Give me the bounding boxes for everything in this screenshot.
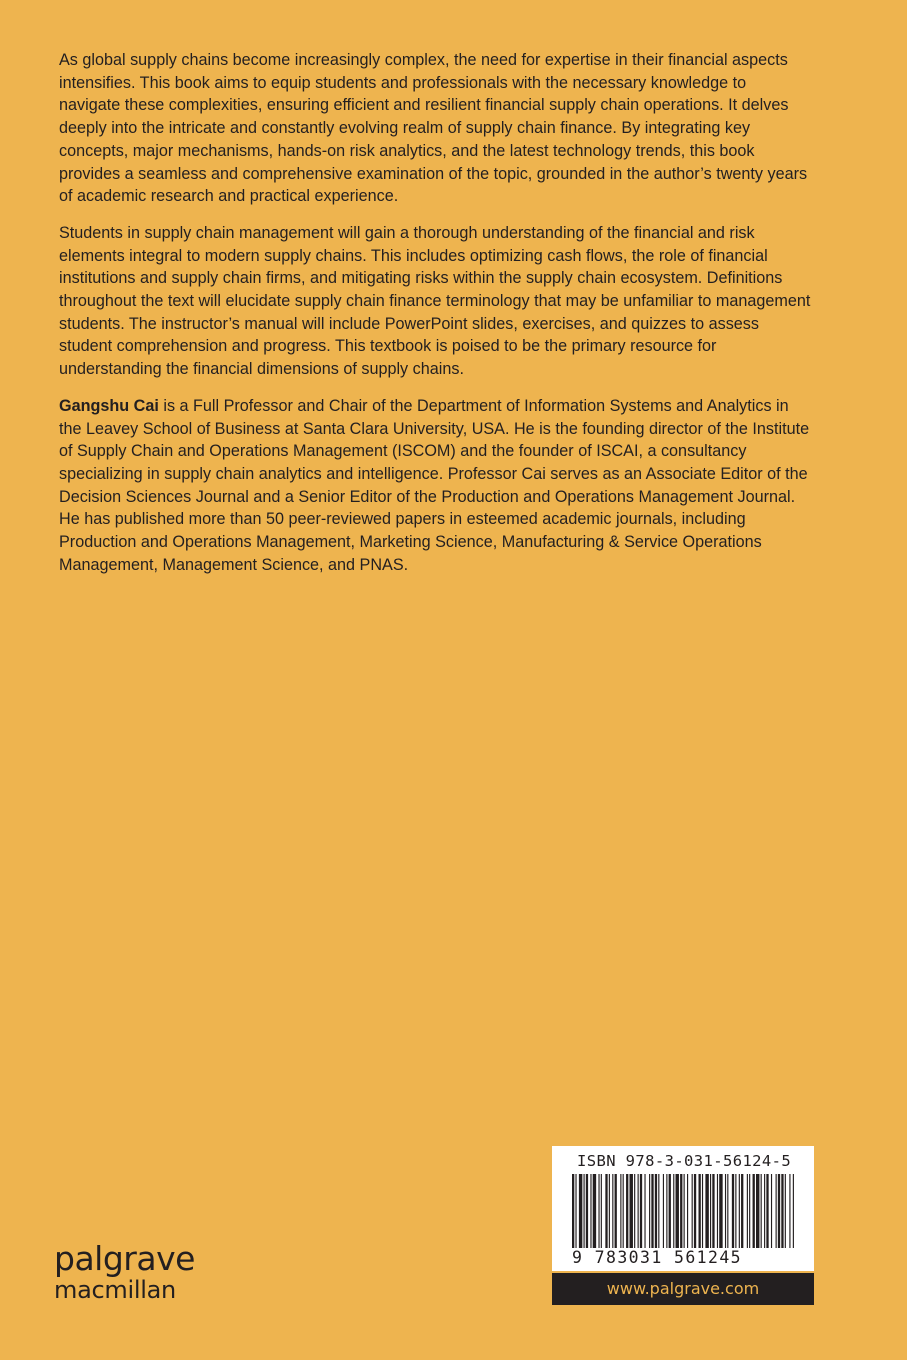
barcode-bar	[584, 1174, 585, 1248]
publisher-url[interactable]: www.palgrave.com	[552, 1273, 814, 1305]
author-bio-text: is a Full Professor and Chair of the Department of Information Systems and Analytics in the Leavey School of Business at Santa Clara University, USA. He is the founding director of the Institute of Supply Chain and Operations Management (ISCOM) and the founder of ISCAI, a consultancy specializing in supply chain analytics and intelligence. Professor Cai serves as an Associate Editor of the Decision Sciences Journal and a Senior Editor of the Production and Operations Management Journal. He has published more than 50 peer-reviewed papers in esteemed academic journals, including Production and Operations Management, Marketing Science, Manufacturing & Service Operations Management, Management Science, and PNAS.	[59, 396, 810, 574]
barcode-bar	[705, 1174, 708, 1248]
barcode-digits: 9 783031 561245	[572, 1248, 743, 1267]
barcode-bar	[781, 1174, 783, 1248]
barcode-bar	[712, 1174, 714, 1248]
barcode-bar	[785, 1174, 786, 1248]
barcode-bar	[735, 1174, 736, 1248]
barcode-bar	[776, 1174, 777, 1248]
barcode-bar	[727, 1174, 728, 1248]
barcode-bar	[747, 1174, 748, 1248]
barcode-bar	[764, 1174, 765, 1248]
barcode-bar	[655, 1174, 657, 1248]
barcode-bar	[702, 1174, 703, 1248]
barcode-bar	[793, 1174, 794, 1248]
barcode-bar	[666, 1174, 667, 1248]
barcode-bar	[732, 1174, 734, 1248]
isbn-label: ISBN 978-3-031-56124-5	[577, 1152, 792, 1170]
isbn-barcode	[552, 1146, 814, 1271]
barcode-bar	[694, 1174, 696, 1248]
publisher-logo-line2: macmillan	[54, 1276, 176, 1304]
barcode-bar	[658, 1174, 659, 1248]
barcode-bar	[651, 1174, 653, 1248]
publisher-logo-line1: palgrave	[54, 1239, 195, 1278]
barcode-bar	[609, 1174, 610, 1248]
barcode-bar	[593, 1174, 596, 1248]
barcode-bar	[598, 1174, 599, 1248]
barcode-bar	[741, 1174, 743, 1248]
barcode-bar	[620, 1174, 621, 1248]
barcode-bar	[756, 1174, 759, 1248]
description-paragraph-2: Students in supply chain management will gain a thorough understanding of the financial and risk elements integral to modern supply chains. This includes optimizing cash flows, the role of financial institutions and supply chain firms, and mitigating risks within the supply chain ecosystem. Definitions throughout the text will elucidate supply chain finance terminology that may be unfamiliar to management students. The instructor’s manual will include PowerPoint slides, exercises, and quizzes to assess student comprehension and progress. This textbook is poised to be the primary resource for understanding the financial dimensions of supply chains.	[59, 223, 811, 379]
description-paragraph-1: As global supply chains become increasingly complex, the need for expertise in their financial aspects intensifies. This book aims to equip students and professionals with the necessary knowledge to navigate these complexities, ensuring efficient and resilient financial supply chain operations. It delves deeply into the intricate and constantly evolving realm of supply chain finance. By integrating key concepts, major mechanisms, hands-on risk analytics, and the latest technology trends, this book provides a seamless and comprehensive examination of the topic, grounded in the author’s twenty years of academic research and practical experience.	[59, 51, 808, 206]
barcode-bar	[725, 1174, 726, 1248]
publisher-logo	[54, 1239, 195, 1304]
barcode-bar	[771, 1174, 772, 1248]
author-name: Gangshu Cai	[59, 396, 159, 415]
barcode-bar	[663, 1174, 664, 1248]
barcode-bar	[649, 1174, 650, 1248]
barcode-bar	[684, 1174, 685, 1248]
barcode-bar	[586, 1174, 588, 1248]
barcode-bar	[719, 1174, 722, 1248]
barcode-bar	[778, 1174, 780, 1248]
barcode-bar	[687, 1174, 688, 1248]
barcode-bar	[717, 1174, 718, 1248]
barcode-bar	[640, 1174, 642, 1248]
barcode-bar	[739, 1174, 740, 1248]
barcode-bar	[673, 1174, 674, 1248]
barcode-bar	[605, 1174, 607, 1248]
barcode-bar	[692, 1174, 693, 1248]
barcode-bar	[601, 1174, 602, 1248]
barcode-bar	[676, 1174, 679, 1248]
barcode-bar	[623, 1174, 624, 1248]
barcode-bar	[749, 1174, 750, 1248]
barcode-bar	[680, 1174, 682, 1248]
barcode-bars	[572, 1174, 794, 1248]
barcode-bar	[766, 1174, 768, 1248]
barcode-bar	[644, 1174, 645, 1248]
barcode-bar	[575, 1174, 576, 1248]
barcode-bar	[612, 1174, 613, 1248]
barcode-bar	[789, 1174, 790, 1248]
barcode-bar	[710, 1174, 711, 1248]
barcode-bar	[630, 1174, 633, 1248]
barcode-bar	[579, 1174, 582, 1248]
barcode-bar	[626, 1174, 628, 1248]
barcode-bar	[634, 1174, 635, 1248]
barcode-bar	[590, 1174, 591, 1248]
author-bio	[59, 395, 811, 577]
barcode-bar	[572, 1174, 574, 1248]
barcode-bar	[669, 1174, 671, 1248]
back-cover-text	[59, 49, 811, 590]
barcode-bar	[615, 1174, 617, 1248]
barcode-bar	[638, 1174, 639, 1248]
barcode-bar	[753, 1174, 755, 1248]
barcode-bar	[699, 1174, 701, 1248]
barcode-bar	[761, 1174, 762, 1248]
